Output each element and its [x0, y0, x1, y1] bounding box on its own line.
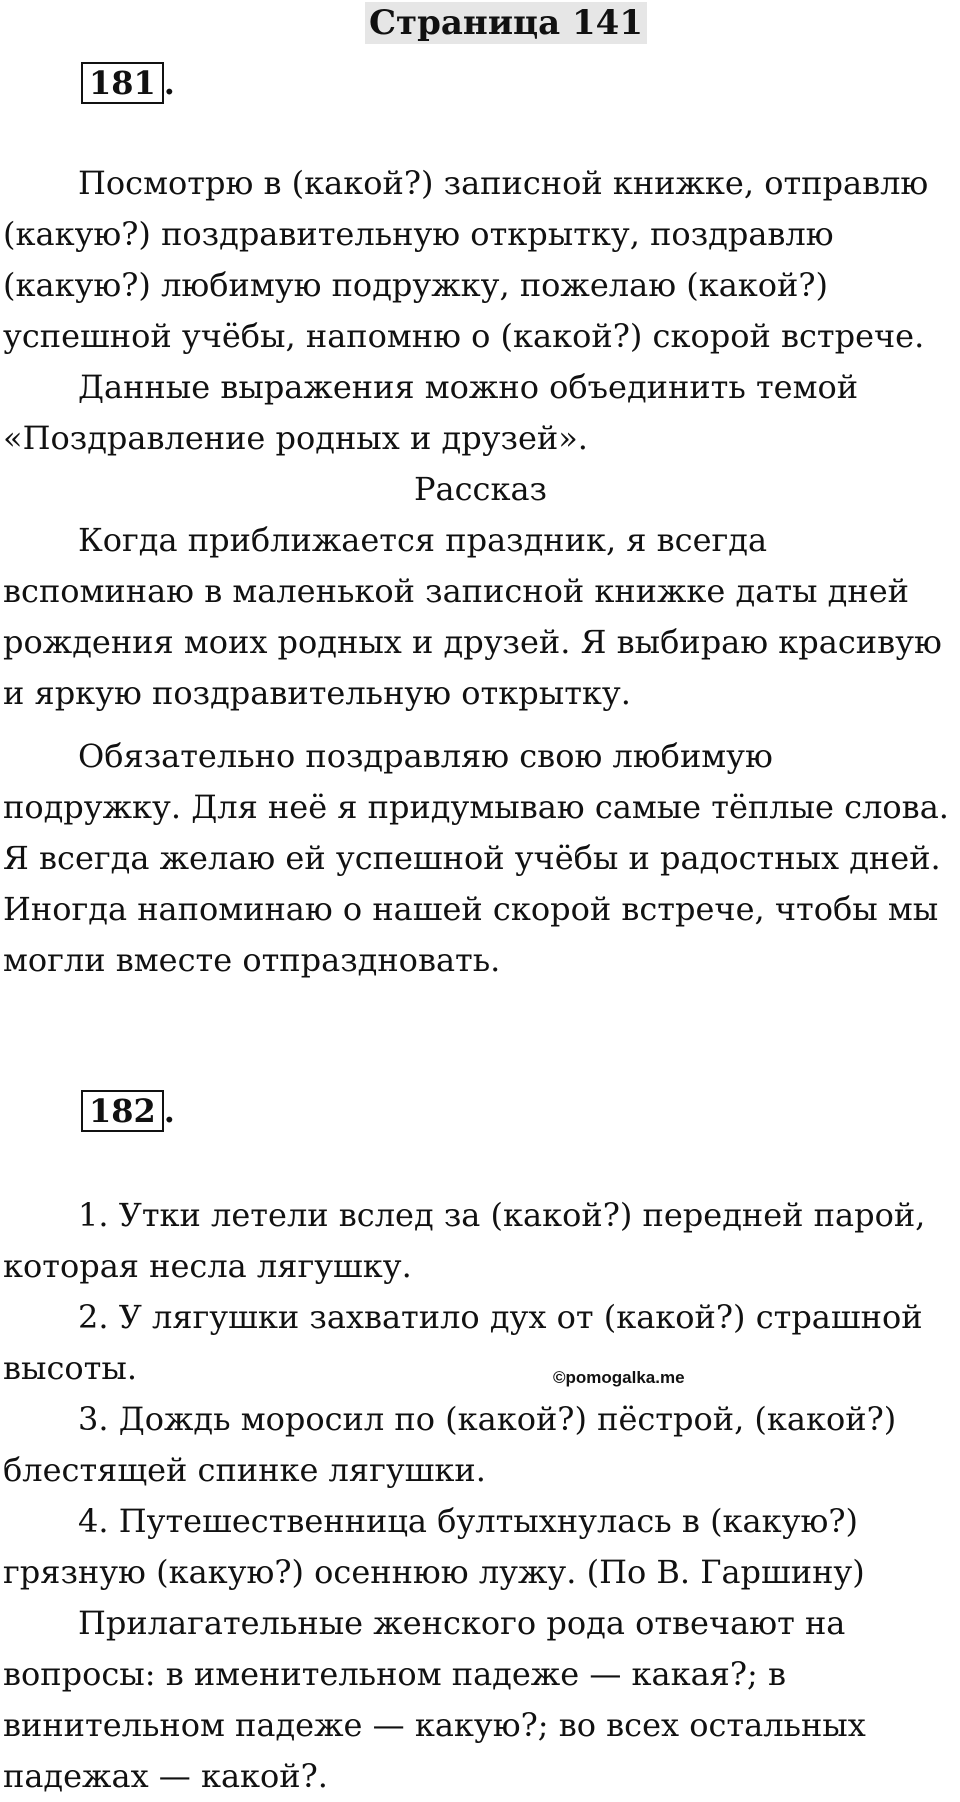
watermark: ©pomogalka.me — [553, 1368, 685, 1387]
paragraph: 2. У лягушки захватило дух от (какой?) страшной высоты. — [3, 1298, 923, 1387]
exercise-number-dot: . — [163, 64, 175, 102]
story-heading: Рассказ — [414, 470, 547, 508]
paragraph: 4. Путешественница бултыхнулась в (какую?) грязную (какую?) осеннюю лужу. (По В. Гаршину) — [3, 1502, 865, 1591]
paragraph: Посмотрю в (какой?) записной книжке, отправлю (какую?) поздравительную открытку, поздравлю (какую?) любимую подружку, пожелаю (какой?) успешной учёбы, напомню о (какой?) скорой встрече. — [3, 164, 929, 355]
exercise-182-text — [3, 1190, 958, 1802]
paragraph: Обязательно поздравляю свою любимую подружку. Для неё я придумываю самые тёплые слова. Я всегда желаю ей успешной учёбы и радостных дней. Иногда напоминаю о нашей скорой встрече, чтобы мы могли вместе отпраздновать. — [3, 737, 949, 979]
paragraph: Прилагательные женского рода отвечают на вопросы: в именительном падеже — какая?; в винительном падеже — какую?; во всех остальных падежах — какой?. — [3, 1604, 866, 1795]
exercise-number-182 — [81, 1090, 175, 1132]
exercise-number-dot: . — [163, 1092, 175, 1130]
exercise-number-box: 181 — [81, 62, 164, 104]
exercise-181-text — [3, 158, 958, 986]
paragraph: Когда приближается праздник, я всегда вспоминаю в маленькой записной книжке даты дней рождения моих родных и друзей. Я выбираю красивую и яркую поздравительную открытку. — [3, 521, 942, 712]
exercise-number-box: 182 — [81, 1090, 164, 1132]
paragraph: 1. Утки летели вслед за (какой?) передней парой, которая несла лягушку. — [3, 1196, 926, 1285]
exercise-number-181 — [81, 62, 175, 104]
paragraph: Данные выражения можно объединить темой «Поздравление родных и друзей». — [3, 368, 859, 457]
page-title: Страница 141 — [365, 2, 647, 44]
paragraph: 3. Дождь моросил по (какой?) пёстрой, (какой?) блестящей спинке лягушки. — [3, 1400, 897, 1489]
